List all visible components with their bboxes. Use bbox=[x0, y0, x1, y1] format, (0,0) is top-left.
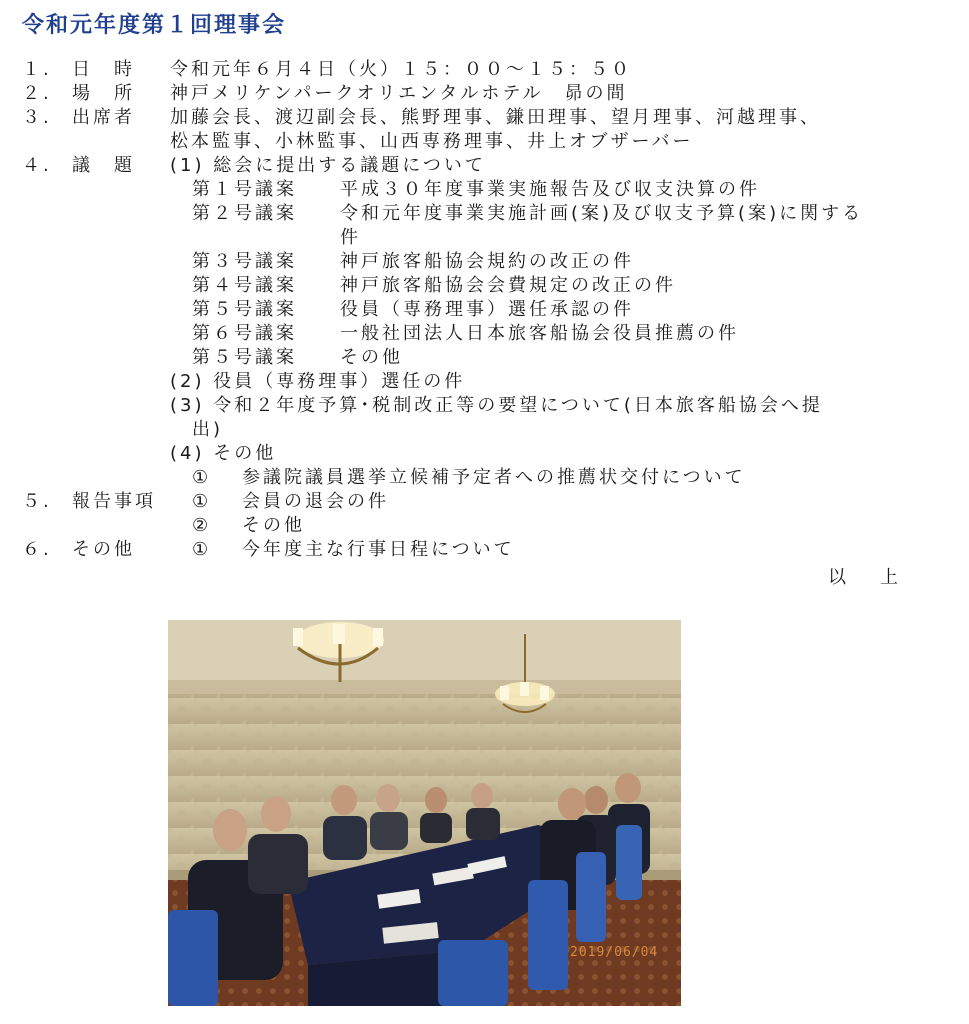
agenda-heading: (1) 総会に提出する議題について bbox=[170, 155, 486, 176]
item-number: ３. bbox=[22, 107, 52, 128]
proposal-title: 神戸旅客船協会会費規定の改正の件 bbox=[340, 275, 676, 296]
proposal-row bbox=[0, 298, 969, 322]
circled-number: ② bbox=[192, 515, 212, 536]
proposal-row bbox=[0, 322, 969, 346]
proposal-number: 第３号議案 bbox=[192, 251, 297, 272]
proposal-row-cont bbox=[0, 226, 969, 250]
item-label: 報告事項 bbox=[72, 491, 156, 512]
proposal-number: 第１号議案 bbox=[192, 179, 297, 200]
agenda-item-cont bbox=[0, 418, 969, 442]
proposal-row bbox=[0, 178, 969, 202]
item-number: ５. bbox=[22, 491, 52, 512]
proposal-title: 役員（専務理事）選任承認の件 bbox=[340, 299, 634, 320]
item-number: ２. bbox=[22, 83, 52, 104]
meeting-photo bbox=[168, 620, 681, 1006]
proposal-number: 第５号議案 bbox=[192, 299, 297, 320]
item-place bbox=[0, 82, 969, 106]
agenda-heading: (2) 役員（専務理事）選任の件 bbox=[170, 371, 466, 392]
agenda-item bbox=[0, 370, 969, 394]
agenda-heading: (3) 令和２年度予算･税制改正等の要望について(日本旅客船協会へ提 bbox=[170, 395, 823, 416]
item-number: ６. bbox=[22, 539, 52, 560]
proposal-number: 第２号議案 bbox=[192, 203, 297, 224]
item-other bbox=[0, 538, 969, 562]
proposal-title: 神戸旅客船協会規約の改正の件 bbox=[340, 251, 634, 272]
proposal-title: 件 bbox=[340, 227, 361, 248]
agenda-heading: (4) その他 bbox=[170, 443, 277, 464]
subitem-text: 参議院議員選挙立候補予定者への推薦状交付について bbox=[242, 467, 746, 488]
agenda-item bbox=[0, 394, 969, 418]
page-title: 令和元年度第１回理事会 bbox=[22, 13, 287, 38]
proposal-row bbox=[0, 202, 969, 226]
item-number: １. bbox=[22, 59, 52, 80]
agenda-subitem bbox=[0, 466, 969, 490]
proposal-number: 第５号議案 bbox=[192, 347, 297, 368]
item-attendees-cont bbox=[0, 130, 969, 154]
subitem-text: 今年度主な行事日程について bbox=[242, 539, 515, 560]
proposal-row bbox=[0, 250, 969, 274]
item-label: 場 所 bbox=[72, 83, 135, 104]
proposal-number: 第４号議案 bbox=[192, 275, 297, 296]
subitem-text: 会員の退会の件 bbox=[242, 491, 389, 512]
item-attendees bbox=[0, 106, 969, 130]
proposal-title: その他 bbox=[340, 347, 403, 368]
item-value: 神戸メリケンパークオリエンタルホテル 昴の間 bbox=[170, 83, 628, 104]
item-label: 出席者 bbox=[72, 107, 135, 128]
item-value: 令和元年６月４日（火）１５：００～１５：５０ bbox=[170, 59, 632, 80]
proposal-number: 第６号議案 bbox=[192, 323, 297, 344]
item-reports bbox=[0, 490, 969, 514]
proposal-title: 平成３０年度事業実施報告及び収支決算の件 bbox=[340, 179, 760, 200]
proposal-title: 一般社団法人日本旅客船協会役員推薦の件 bbox=[340, 323, 739, 344]
agenda-heading: 出) bbox=[192, 419, 224, 440]
circled-number: ① bbox=[192, 539, 212, 560]
item-value: 松本監事、小林監事、山西専務理事、井上オブザーバー bbox=[170, 131, 694, 152]
item-date bbox=[0, 58, 969, 82]
report-subitem bbox=[0, 514, 969, 538]
circled-number: ① bbox=[192, 491, 212, 512]
circled-number: ① bbox=[192, 467, 212, 488]
item-label: 議 題 bbox=[72, 155, 135, 176]
proposal-title: 令和元年度事業実施計画(案)及び収支予算(案)に関する bbox=[340, 203, 864, 224]
item-label: 日 時 bbox=[72, 59, 135, 80]
agenda-item bbox=[0, 442, 969, 466]
proposal-row bbox=[0, 274, 969, 298]
item-label: その他 bbox=[72, 539, 135, 560]
item-number: ４. bbox=[22, 155, 52, 176]
closing-mark: 以上 bbox=[828, 567, 932, 588]
item-agenda bbox=[0, 154, 969, 178]
proposal-row bbox=[0, 346, 969, 370]
subitem-text: その他 bbox=[242, 515, 305, 536]
date-stamp: 2019/06/04 bbox=[570, 945, 659, 960]
item-value: 加藤会長、渡辺副会長、熊野理事、鎌田理事、望月理事、河越理事、 bbox=[170, 107, 821, 128]
